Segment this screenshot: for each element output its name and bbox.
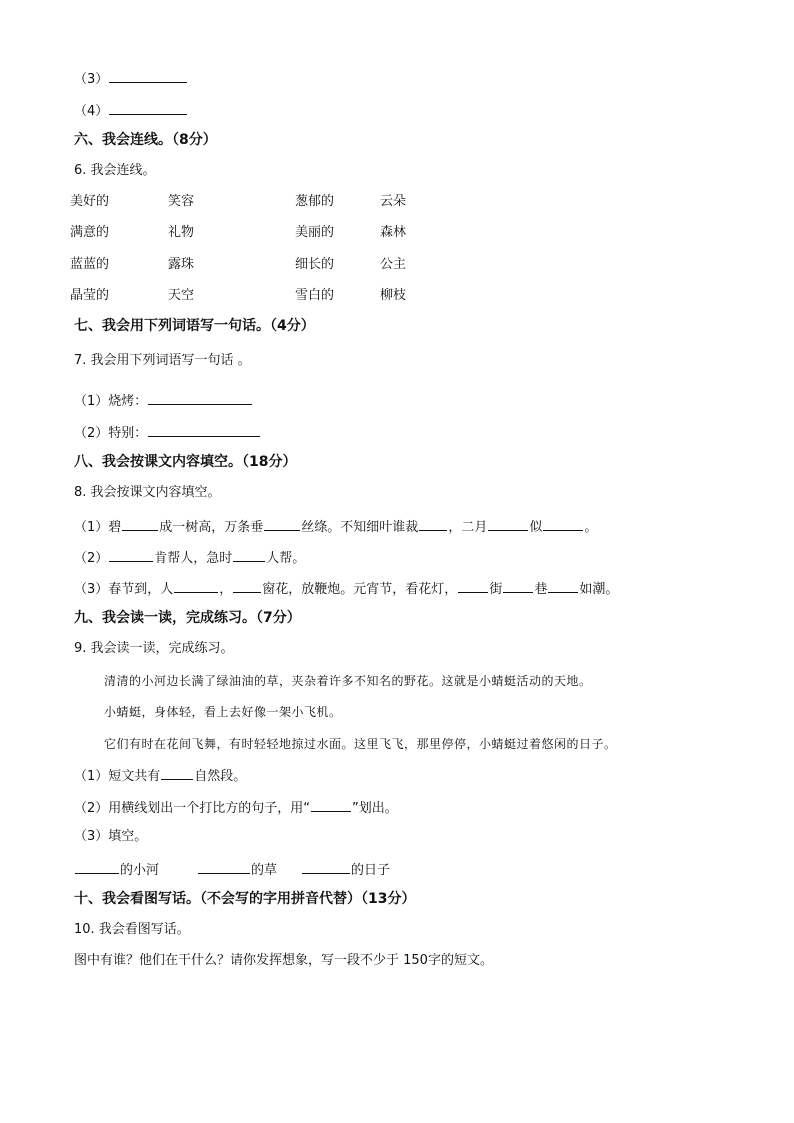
sentence-item-2: （2）特别：: [74, 422, 261, 443]
answer-blank[interactable]: [233, 547, 265, 562]
answer-blank[interactable]: [419, 516, 447, 531]
answer-blank[interactable]: [543, 516, 583, 531]
reading-question-3: （3）填空。: [74, 829, 148, 844]
question-6: 6. 我会连线。: [74, 163, 156, 178]
section-8-header: 八、我会按课文内容填空。（18分）: [74, 454, 297, 470]
answer-blank[interactable]: [109, 100, 187, 115]
passage-paragraph-2: 小蜻蜓，身体轻，看上去好像一架小飞机。: [104, 705, 342, 719]
answer-blank[interactable]: [458, 578, 488, 593]
fill-line-3: （3）春节到，人 ， 窗花，放鞭炮。元宵节，看花灯， 街 巷 如潮。: [74, 578, 618, 599]
answer-blank[interactable]: [122, 516, 158, 531]
fill-in-row: 的小河 的草 的日子: [74, 859, 390, 880]
section-9-header: 九、我会读一读，完成练习。（7分）: [74, 610, 301, 626]
fill-line-1: （1）碧 成一树高，万条垂 丝绦。不知细叶谁裁 ，二月 似 。: [74, 516, 597, 537]
answer-blank[interactable]: [109, 547, 153, 562]
answer-blank[interactable]: [264, 516, 300, 531]
match-word[interactable]: 云朵: [380, 194, 407, 209]
match-word[interactable]: 礼物: [168, 225, 195, 240]
question-8: 8. 我会按课文内容填空。: [74, 485, 221, 500]
reading-question-2: （2）用横线划出一个打比方的句子，用“ ”划出。: [74, 797, 398, 818]
match-word[interactable]: 蓝蓝的: [70, 257, 110, 272]
match-word[interactable]: 柳枝: [380, 288, 407, 303]
match-word[interactable]: 满意的: [70, 225, 110, 240]
sentence-item-1: （1）烧烤：: [74, 390, 253, 411]
answer-blank[interactable]: [148, 422, 260, 437]
fill-line-2: （2） 肯帮人，急时 人帮。: [74, 547, 305, 568]
match-word[interactable]: 森林: [380, 225, 407, 240]
answer-blank[interactable]: [233, 578, 261, 593]
match-word[interactable]: 美丽的: [295, 225, 335, 240]
answer-blank[interactable]: [302, 859, 350, 874]
answer-blank[interactable]: [198, 859, 250, 874]
answer-blank[interactable]: [161, 765, 193, 780]
answer-blank[interactable]: [311, 797, 351, 812]
writing-prompt: 图中有谁？他们在干什么？请你发挥想象，写一段不少于 150字的短文。: [74, 953, 493, 968]
reading-question-1: （1）短文共有 自然段。: [74, 765, 246, 786]
question-9: 9. 我会读一读，完成练习。: [74, 641, 234, 656]
answer-blank[interactable]: [109, 68, 187, 83]
match-word[interactable]: 葱郁的: [295, 194, 335, 209]
section-10-header: 十、我会看图写话。（不会写的字用拼音代替）（13分）: [74, 891, 416, 907]
question-10: 10. 我会看图写话。: [74, 922, 190, 937]
answer-blank[interactable]: [503, 578, 533, 593]
match-word[interactable]: 露珠: [168, 257, 195, 272]
match-word[interactable]: 天空: [168, 288, 195, 303]
passage-paragraph-1: 清清的小河边长满了绿油油的草，夹杂着许多不知名的野花。这就是小蜻蜓活动的天地。: [104, 674, 592, 688]
match-word[interactable]: 晶莹的: [70, 288, 110, 303]
prev-item-3: （3）: [74, 68, 188, 89]
match-word[interactable]: 公主: [380, 257, 407, 272]
answer-blank[interactable]: [174, 578, 218, 593]
section-7-header: 七、我会用下列词语写一句话。（4分）: [74, 318, 315, 334]
match-word[interactable]: 雪白的: [295, 288, 335, 303]
match-word[interactable]: 笑容: [168, 194, 195, 209]
passage-paragraph-3: 它们有时在花间飞舞，有时轻轻地掠过水面。这里飞飞，那里停停，小蜻蜓过着悠闲的日子。: [104, 737, 617, 751]
section-6-header: 六、我会连线。（8分）: [74, 132, 217, 148]
match-word[interactable]: 美好的: [70, 194, 110, 209]
question-7: 7. 我会用下列词语写一句话 。: [74, 353, 251, 368]
answer-blank[interactable]: [488, 516, 528, 531]
match-word[interactable]: 细长的: [295, 257, 335, 272]
answer-blank[interactable]: [148, 390, 252, 405]
answer-blank[interactable]: [548, 578, 578, 593]
answer-blank[interactable]: [75, 859, 119, 874]
prev-item-4: （4）: [74, 100, 188, 121]
